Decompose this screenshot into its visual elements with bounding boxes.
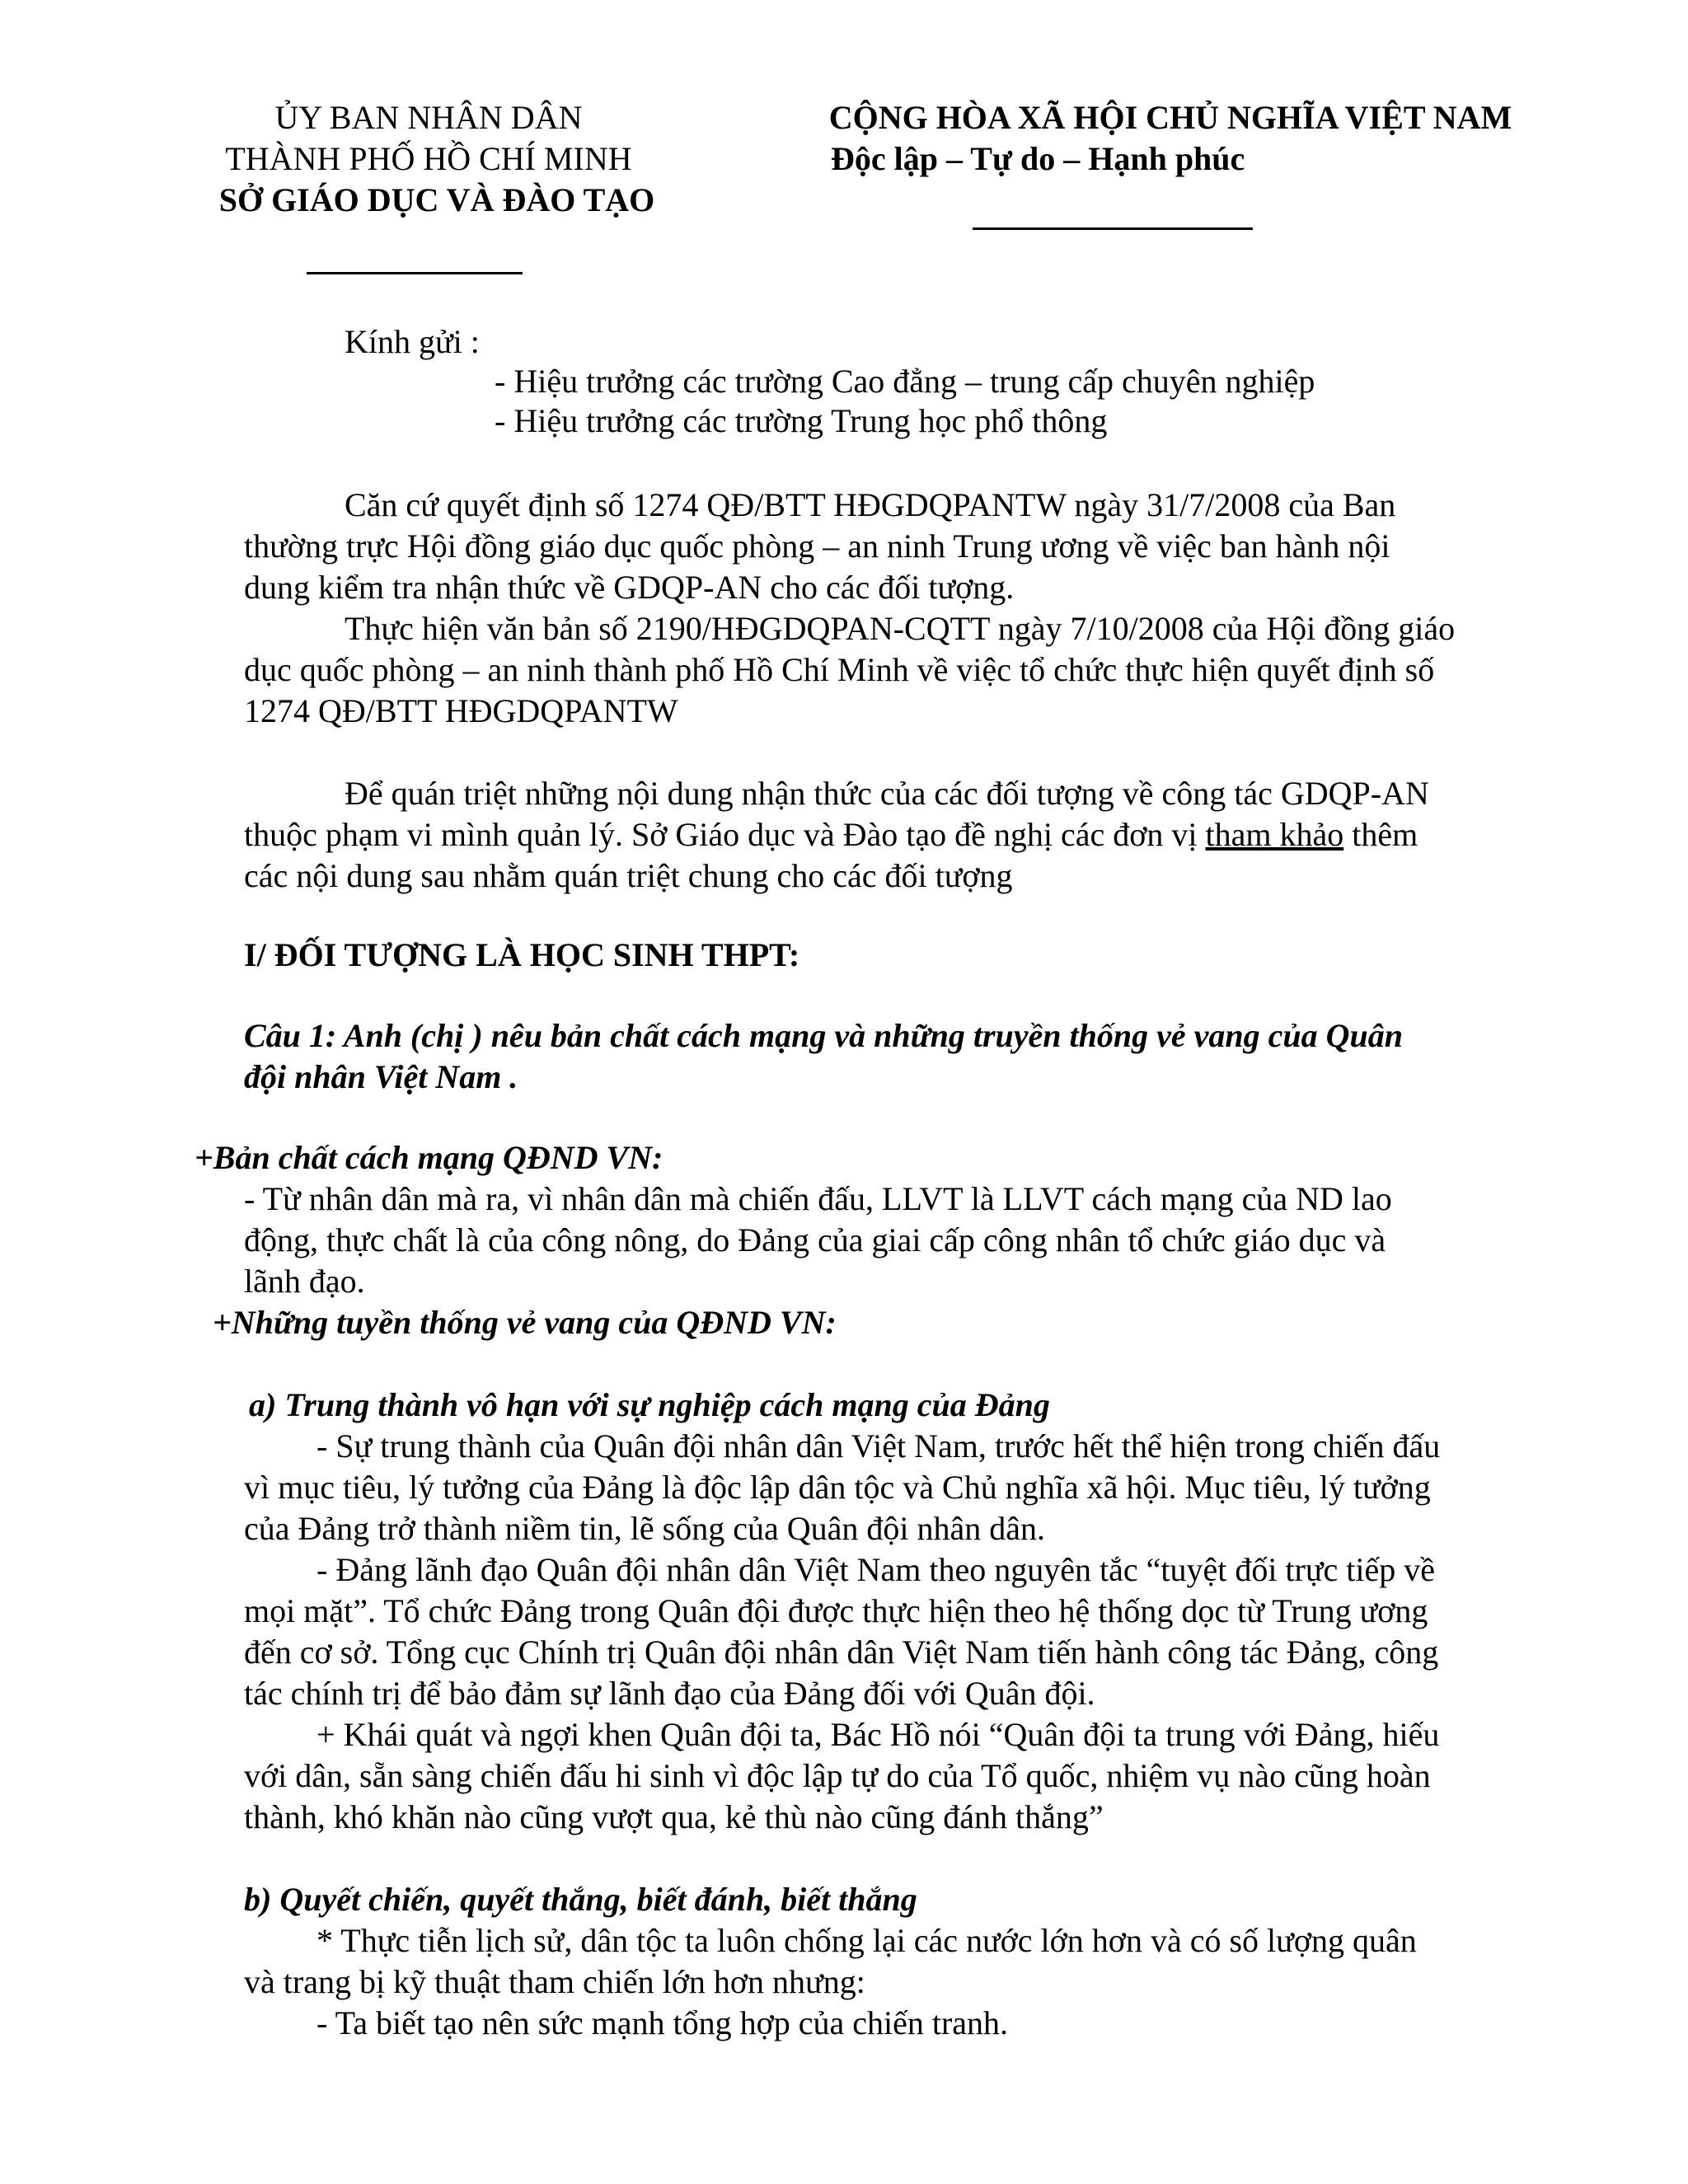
tradition-a-line: tác chính trị để bảo đảm sự lãnh đạo của Đảng đối với Quân đội. (244, 1675, 1095, 1712)
recipient-item: - Hiệu trưởng các trường Trung học phổ thông (495, 402, 1108, 439)
question-line: đội nhân Việt Nam . (244, 1058, 518, 1095)
tradition-a-line: của Đảng trở thành niềm tin, lẽ sống của Quân đội nhân dân. (244, 1510, 1046, 1547)
tradition-b-line: * Thực tiễn lịch sử, dân tộc ta luôn chống lại các nước lớn hơn và có số lượng quân (316, 1922, 1417, 1959)
tradition-a-line: - Sự trung thành của Quân đội nhân dân Việt Nam, trước hết thể hiện trong chiến đấu (316, 1427, 1441, 1465)
section-heading: I/ ĐỐI TƯỢNG LÀ HỌC SINH THPT: (244, 936, 800, 973)
tradition-a-line: đến cơ sở. Tổng cục Chính trị Quân đội nhân dân Việt Nam tiến hành công tác Đảng, công (244, 1633, 1439, 1671)
tradition-b-heading: b) Quyết chiến, quyết thắng, biết đánh, biết thắng (244, 1881, 917, 1918)
tradition-a-heading: a) Trung thành vô hạn với sự nghiệp cách mạng của Đảng (249, 1386, 1050, 1423)
tham-khao-link: tham khảo (1205, 816, 1344, 853)
header-right-line1: CỘNG HÒA XÃ HỘI CHỦ NGHĨA VIỆT NAM (828, 99, 1512, 136)
intro-p3-line: Để quán triệt những nội dung nhận thức của các đối tượng về công tác GDQP-AN (345, 775, 1429, 812)
header-right-rule (973, 227, 1253, 230)
tradition-a-line: + Khái quát và ngợi khen Quân đội ta, Bác Hồ nói “Quân đội ta trung với Đảng, hiếu (316, 1716, 1440, 1753)
header-left-line3: SỞ GIÁO DỤC VÀ ĐÀO TẠO (218, 181, 655, 218)
header-left-rule (307, 272, 523, 274)
question-line: Câu 1: Anh (chị ) nêu bản chất cách mạng và những truyền thống vẻ vang của Quân (244, 1017, 1404, 1054)
intro-p1-line: Căn cứ quyết định số 1274 QĐ/BTT HĐGDQPANTW ngày 31/7/2008 của Ban (345, 486, 1396, 523)
tradition-a-line: vì mục tiêu, lý tưởng của Đảng là độc lập dân tộc và Chủ nghĩa xã hội. Mục tiêu, lý tưởng (244, 1469, 1431, 1506)
nature-line: động, thực chất là của công nông, do Đảng của giai cấp công nhân tổ chức giáo dục và (244, 1221, 1386, 1258)
tradition-b-line: và trang bị kỹ thuật tham chiến lớn hơn nhưng: (244, 1963, 865, 2000)
nature-line: lãnh đạo. (244, 1263, 365, 1300)
traditions-heading: +Những tuyền thống vẻ vang của QĐND VN: (213, 1304, 837, 1341)
recipient-item: - Hiệu trưởng các trường Cao đẳng – trung cấp chuyên nghiệp (495, 363, 1315, 400)
intro-p3-text: thêm (1343, 816, 1418, 853)
tradition-b-line: - Ta biết tạo nên sức mạnh tổng hợp của chiến tranh. (316, 2004, 1009, 2041)
intro-p3-line: các nội dung sau nhằm quán triệt chung cho các đối tượng (244, 857, 1013, 894)
intro-p2-line: dục quốc phòng – an ninh thành phố Hồ Chí Minh về việc tổ chức thực hiện quyết định số (244, 651, 1435, 688)
intro-p1-line: dung kiểm tra nhận thức về GDQP-AN cho các đối tượng. (244, 569, 1015, 606)
tradition-a-line: - Đảng lãnh đạo Quân đội nhân dân Việt Nam theo nguyên tắc “tuyệt đối trực tiếp về (316, 1551, 1436, 1588)
tradition-a-line: mọi mặt”. Tổ chức Đảng trong Quân đội được thực hiện theo hệ thống dọc từ Trung ương (244, 1592, 1428, 1629)
intro-p2-line: 1274 QĐ/BTT HĐGDQPANTW (244, 692, 678, 729)
intro-p1-line: thường trực Hội đồng giáo dục quốc phòng – an ninh Trung ương về việc ban hành nội (244, 527, 1390, 565)
salutation: Kính gửi : (345, 323, 480, 360)
intro-p2-line: Thực hiện văn bản số 2190/HĐGDQPAN-CQTT ngày 7/10/2008 của Hội đồng giáo (345, 610, 1456, 647)
nature-heading: +Bản chất cách mạng QĐND VN: (195, 1139, 663, 1176)
header-left-line2: THÀNH PHỐ HỒ CHÍ MINH (225, 140, 632, 177)
tradition-a-line: thành, khó khăn nào cũng vượt qua, kẻ thù nào cũng đánh thắng” (244, 1798, 1104, 1835)
nature-line: - Từ nhân dân mà ra, vì nhân dân mà chiến đấu, LLVT là LLVT cách mạng của ND lao (244, 1180, 1392, 1217)
tradition-a-line: với dân, sẵn sàng chiến đấu hi sinh vì độc lập tự do của Tổ quốc, nhiệm vụ nào cũng hoàn (244, 1757, 1431, 1794)
header-right-line2: Độc lập – Tự do – Hạnh phúc (831, 140, 1245, 177)
intro-p3-text: thuộc phạm vi mình quản lý. Sở Giáo dục và Đào tạo đề nghị các đơn vị (244, 816, 1206, 853)
header-left-line1: ỦY BAN NHÂN DÂN (274, 99, 583, 136)
intro-p3-line (244, 814, 1418, 855)
